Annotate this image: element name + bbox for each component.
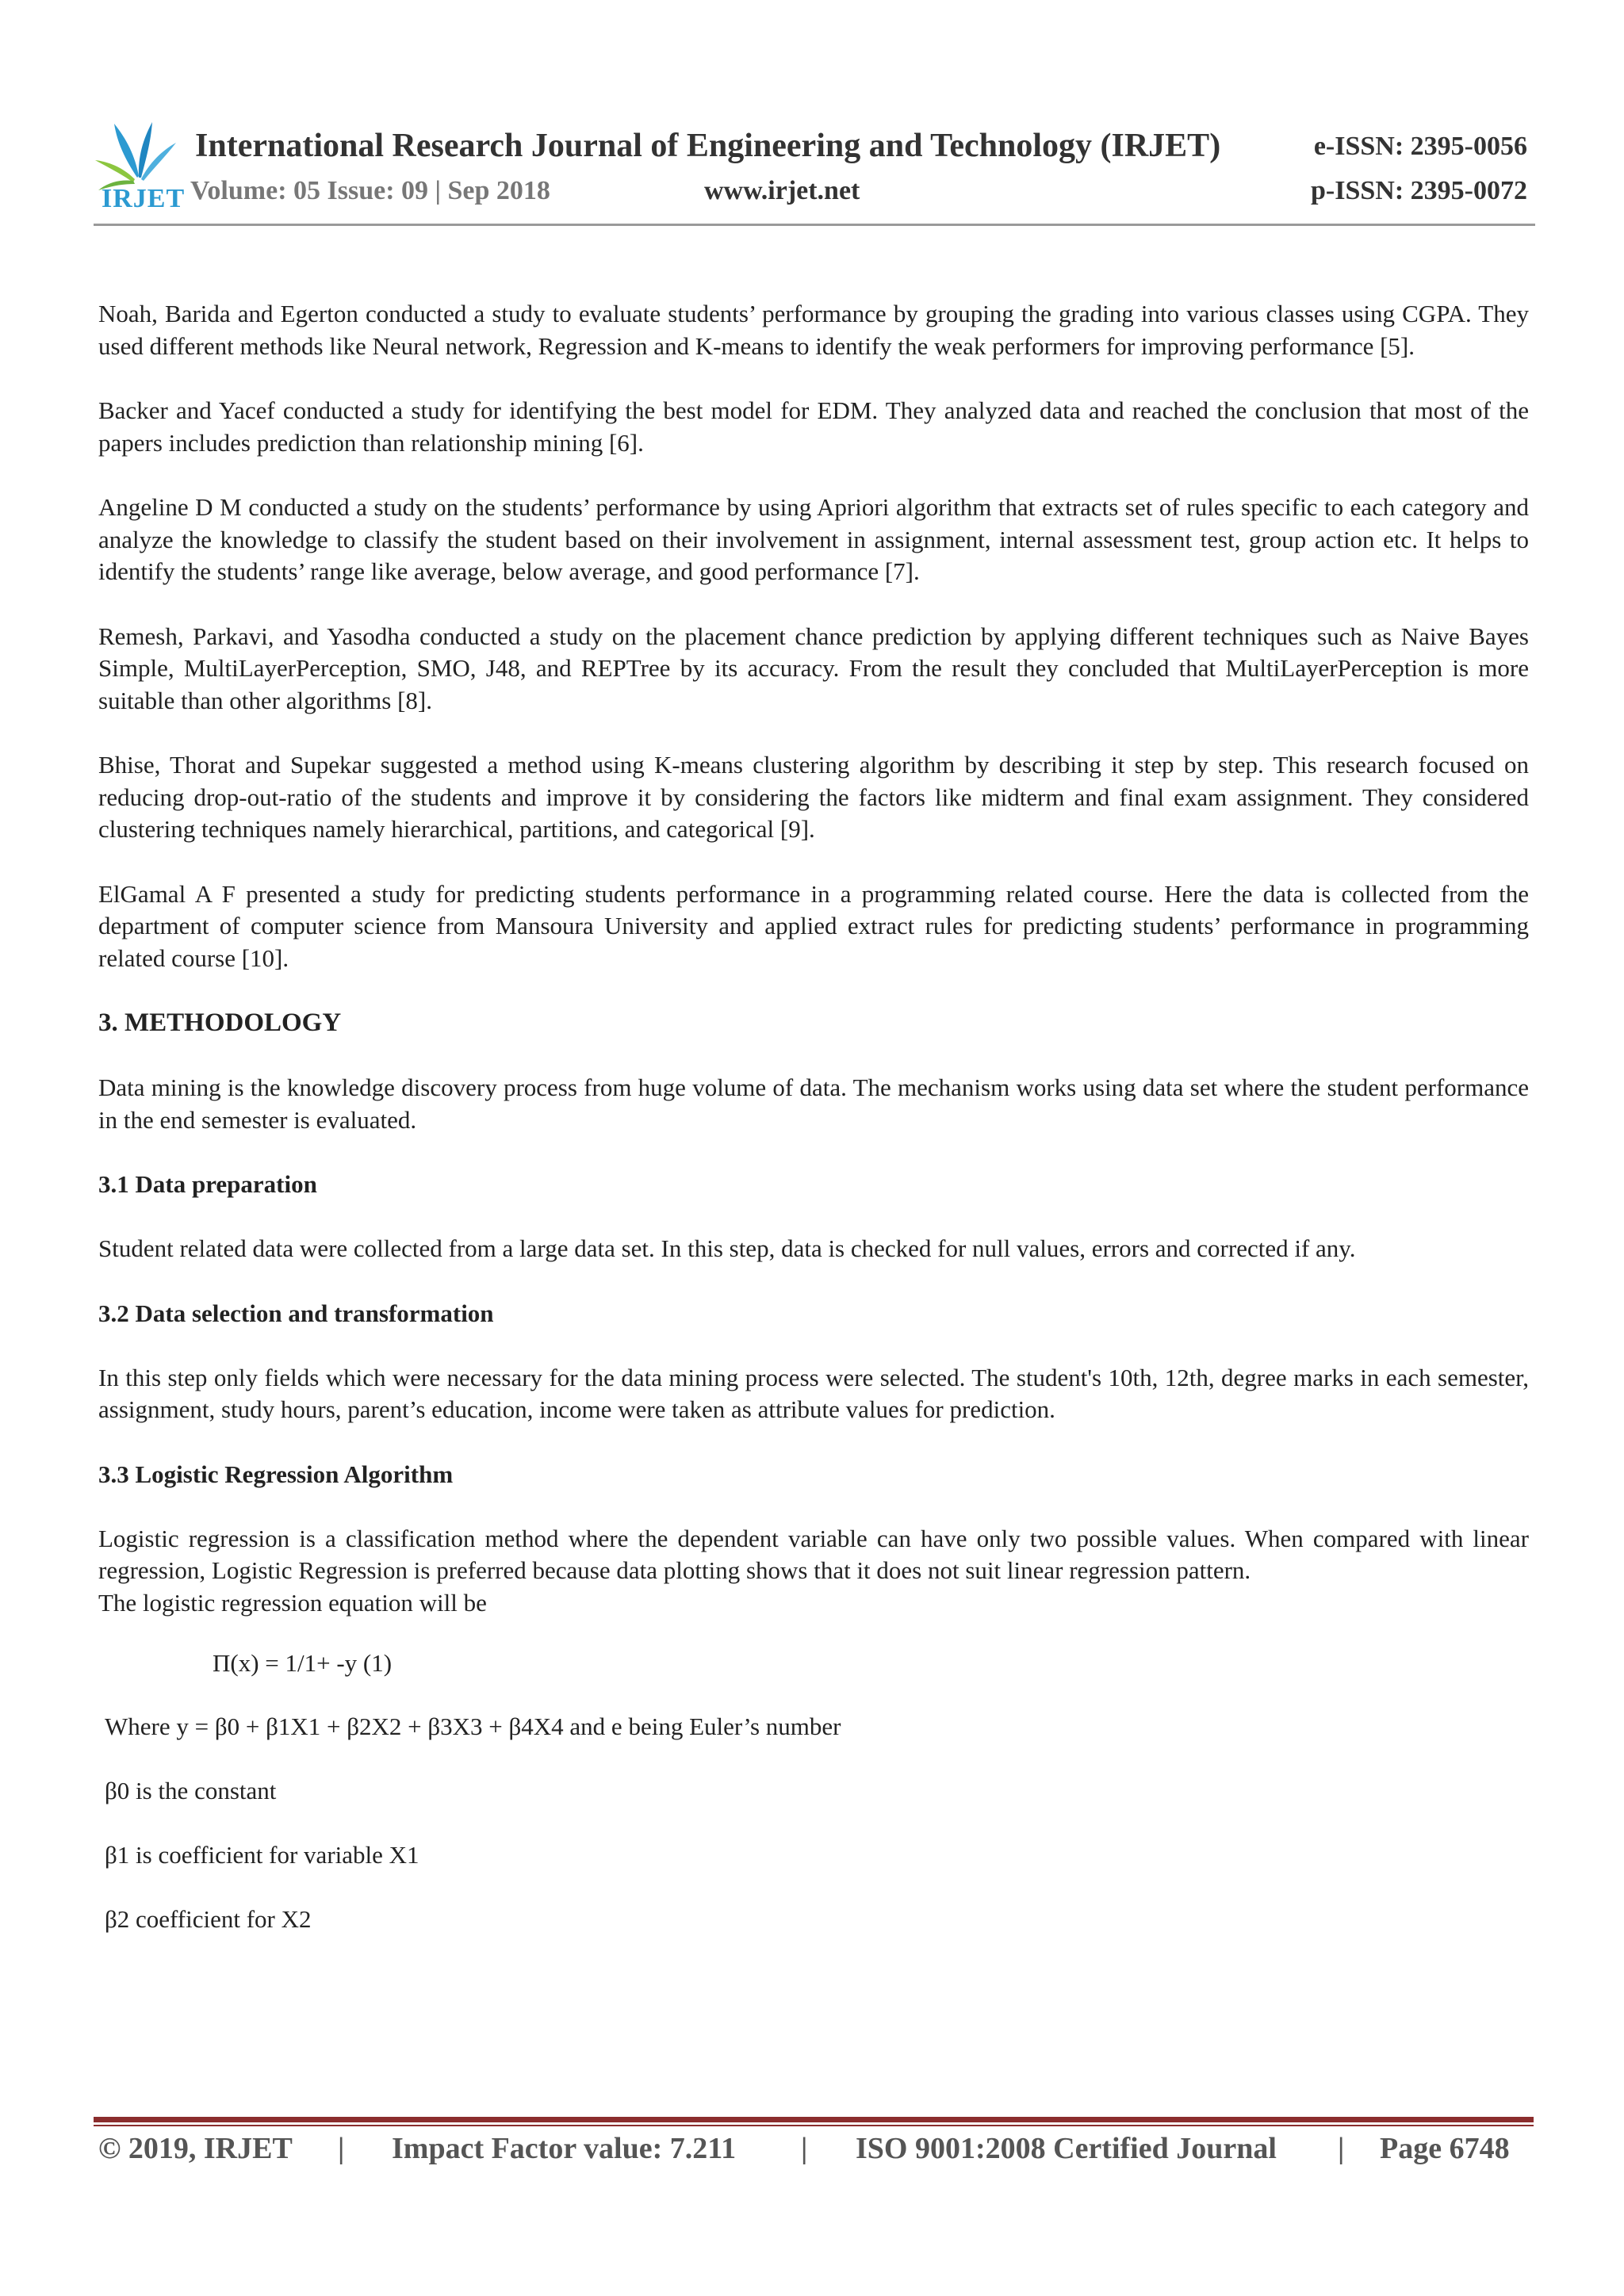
footer-separator: | (1338, 2132, 1345, 2165)
subsection-heading-data-selection: 3.2 Data selection and transformation (98, 1299, 494, 1327)
journal-title: International Research Journal of Engineering and Technology (IRJET) (195, 128, 1221, 164)
subsection-heading-logistic-regression: 3.3 Logistic Regression Algorithm (98, 1460, 454, 1488)
paragraph-backer: Backer and Yacef conducted a study for identifying the best model for EDM. They analyzed data and reached the conclusion that most of the papers includes prediction than relationship mining [6]. (98, 396, 1529, 457)
paragraph-angeline: Angeline D M conducted a study on the students’ performance by using Apriori algorithm that extracts set of rules specific to each category and analyze the knowledge to classify the student based on their involvement in assignment, internal assessment test, group action etc. It helps to identify the students’ range like average, below average, and good performance [7]. (98, 493, 1529, 585)
equation-logistic: Π(x) = 1/1+ -y (1) (213, 1649, 393, 1677)
pissn: p-ISSN: 2395-0072 (1311, 176, 1527, 205)
paragraph-data-selection: In this step only fields which were necessary for the data mining process were selected. The student's 10th, 12th, degree marks in each semester, assignment, study hours, parent’s education, income were taken as attribute values for prediction. (98, 1363, 1529, 1423)
paragraph-logistic-regression: Logistic regression is a classification method where the dependent variable can have only two possible values. When compared with linear regression, Logistic Regression is preferred because data plotting shows that it does not suit linear regression pattern. (98, 1524, 1529, 1584)
subsection-heading-data-preparation: 3.1 Data preparation (98, 1170, 317, 1198)
beta0-definition: β0 is the constant (105, 1777, 277, 1804)
paragraph-bhise: Bhise, Thorat and Supekar suggested a method using K-means clustering algorithm by describing it step by step. This research focused on reducing drop-out-ratio of the students and improve it by considering the factors like midterm and final exam assignment. They considered clustering techniques namely hierarchical, partitions, and categorical [9]. (98, 751, 1529, 843)
page-body (98, 298, 1529, 1968)
paragraph-data-preparation: Student related data were collected from a large data set. In this step, data is checked for null values, errors and corrected if any. (98, 1234, 1356, 1262)
paragraph-methodology: Data mining is the knowledge discovery process from huge volume of data. The mechanism works using data set where the student performance in the end semester is evaluated. (98, 1073, 1529, 1134)
section-heading-methodology: 3. METHODOLOGY (98, 1008, 342, 1037)
eissn: e-ISSN: 2395-0056 (1313, 132, 1527, 161)
footer-iso: ISO 9001:2008 Certified Journal (856, 2132, 1277, 2165)
page-footer (98, 2131, 1535, 2171)
paragraph-noah: Noah, Barida and Egerton conducted a study to evaluate students’ performance by grouping the grading into various classes using CGPA. They used different methods like Neural network, Regression and K-means to identify the weak performers for improving performance [5]. (98, 300, 1529, 360)
paragraph-elgamal: ElGamal A F presented a study for predicting students performance in a programming related course. Here the data is collected from the department of computer science from Mansoura University and applied extract rules for predicting students’ performance in programming related course [10]. (98, 879, 1529, 972)
footer-divider-thin (94, 2125, 1534, 2126)
logo-text: IRJET (102, 184, 186, 213)
footer-page-number: Page 6748 (1380, 2132, 1510, 2165)
footer-separator: | (801, 2132, 808, 2165)
footer-impact-factor: Impact Factor value: 7.211 (392, 2132, 737, 2165)
header-divider (94, 224, 1535, 226)
footer-divider-thick (94, 2117, 1534, 2122)
volume-issue: Volume: 05 Issue: 09 | Sep 2018 (190, 176, 550, 205)
paragraph-equation-intro: The logistic regression equation will be (98, 1588, 487, 1617)
equation-where: Where y = β0 + β1X1 + β2X2 + β3X3 + β4X4 and e being Euler’s number (105, 1712, 841, 1740)
footer-copyright: © 2019, IRJET (98, 2132, 293, 2165)
beta2-definition: β2 coefficient for X2 (105, 1905, 312, 1933)
footer-separator: | (338, 2132, 345, 2165)
beta1-definition: β1 is coefficient for variable X1 (105, 1841, 419, 1869)
paragraph-remesh: Remesh, Parkavi, and Yasodha conducted a study on the placement chance prediction by applying different techniques such as Naive Bayes Simple, MultiLayerPerception, SMO, J48, and REPTree by its accuracy. From the result they concluded that MultiLayerPerception is more suitable than other algorithms [8]. (98, 622, 1529, 714)
journal-header (94, 116, 1535, 227)
journal-website: www.irjet.net (704, 176, 860, 205)
